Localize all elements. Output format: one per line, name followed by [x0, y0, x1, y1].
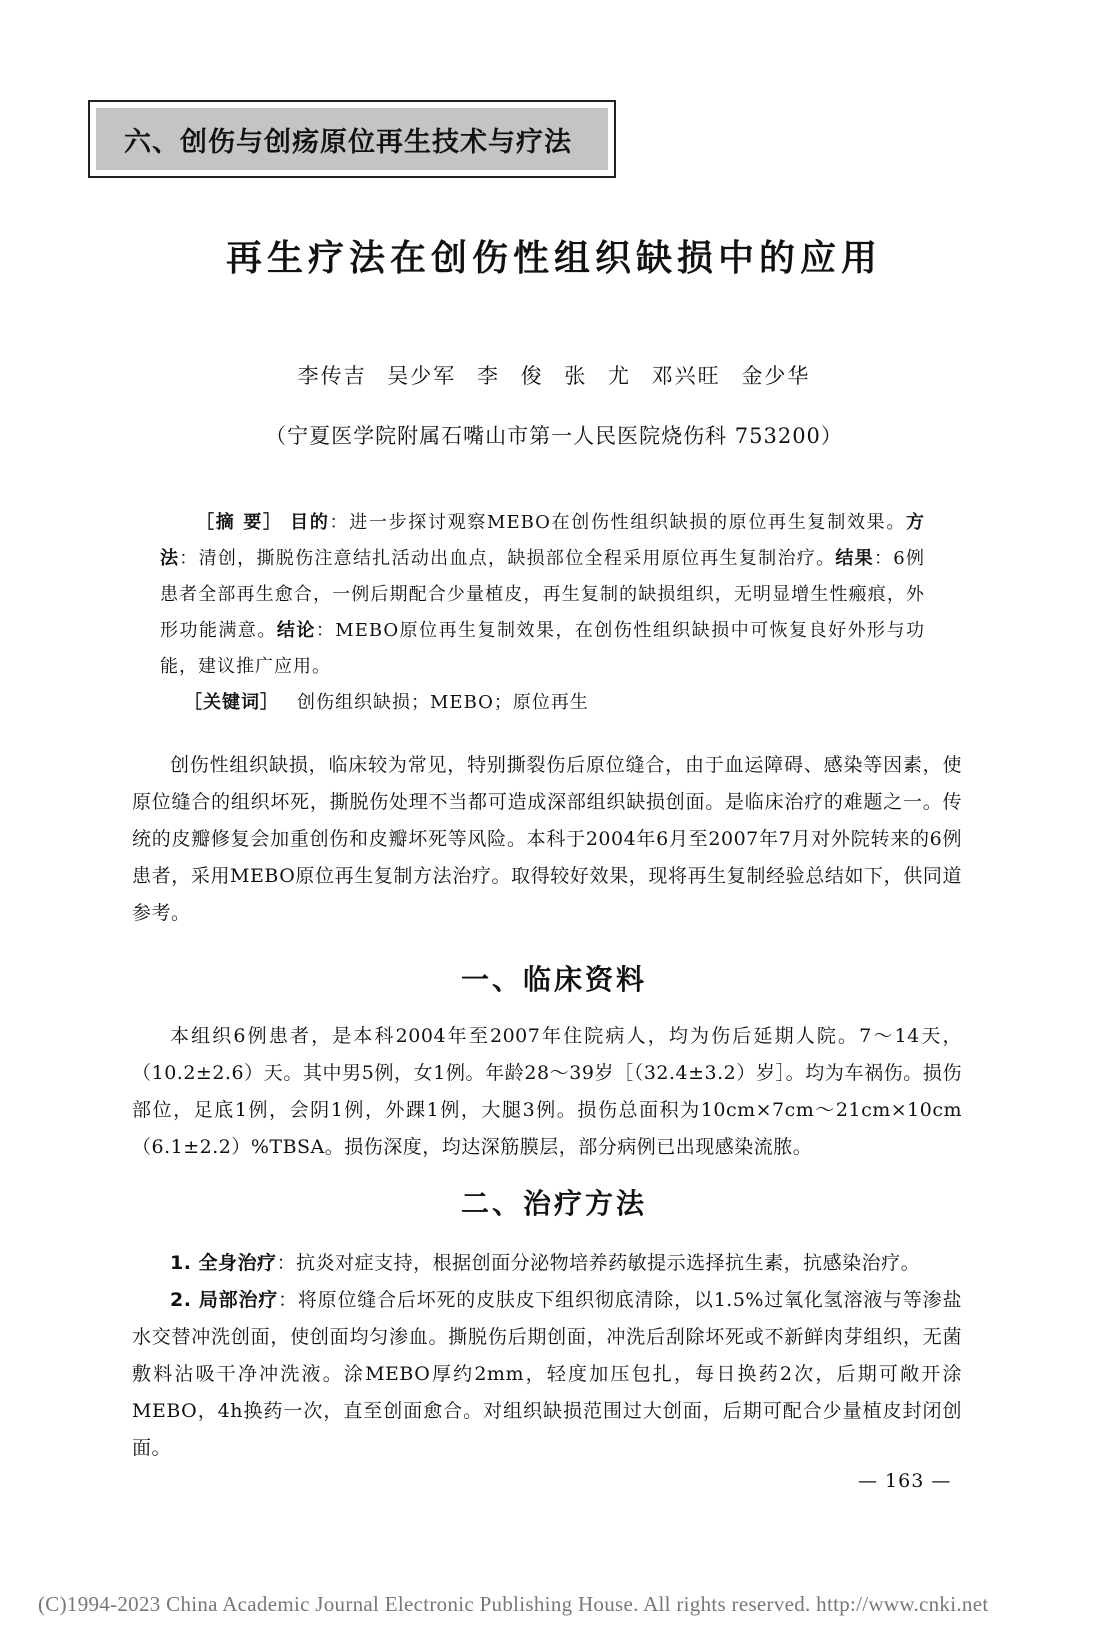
treatment-item-systemic-lead: 1. 全身治疗: [170, 1252, 277, 1274]
abstract: [160, 505, 925, 685]
keywords-text: 创伤组织缺损；MEBO；原位再生: [297, 692, 589, 713]
clinical-data-paragraph: 本组织6例患者，是本科2004年至2007年住院病人，均为伤后延期人院。7～14天，（10.2±2.6）天。其中男5例，女1例。年龄28～39岁［（32.4±3.2）岁］。均为车祸伤。损伤部位，足底1例，会阴1例，外踝1例，大腿3例。损伤总面积为10cm×7cm～21cm×10cm（6.1±2.2）%TBSA。损伤深度，均达深筋膜层，部分病例已出现感染流脓。: [132, 1025, 962, 1158]
abstract-results-label: 结果: [835, 548, 874, 569]
keywords-label: ［关键词］: [184, 692, 279, 713]
page-number: — 163 —: [858, 1470, 952, 1492]
abstract-methods: ：清创，撕脱伤注意结扎活动出血点，缺损部位全程采用原位再生复制治疗。: [179, 548, 836, 569]
section-banner-background: [96, 108, 608, 170]
section-heading-clinical-data: 一、临床资料: [460, 963, 647, 996]
treatment-item-systemic: [132, 1245, 962, 1282]
treatment-item-systemic-text: ：抗炎对症支持，根据创面分泌物培养药敏提示选择抗生素，抗感染治疗。: [276, 1252, 921, 1274]
treatment-item-local-text: ：将原位缝合后坏死的皮肤皮下组织彻底清除，以1.5%过氧化氢溶液与等渗盐水交替冲洗创面，使创面均匀渗血。撕脱伤后期创面，冲洗后刮除坏死或不新鲜肉芽组织，无菌敷料沾吸干净冲洗液。涂MEBO厚约2mm，轻度加压包扎，每日换药2次，后期可敞开涂MEBO，4h换药一次，直至创面愈合。对组织缺损范围过大创面，后期可配合少量植皮封闭创面。: [132, 1289, 962, 1459]
author-affiliation: （宁夏医学院附属石嘴山市第一人民医院烧伤科 753200）: [265, 424, 843, 448]
abstract-conclusion-label: 结论: [276, 620, 316, 641]
treatment-item-local: [132, 1282, 962, 1467]
section-banner: [88, 100, 616, 178]
section-banner-text: 六、创伤与创疡原位再生技术与疗法: [124, 126, 572, 158]
abstract-conclusion: ：MEBO原位再生复制效果，在创伤性组织缺损中可恢复良好外形与功能，建议推广应用。: [160, 620, 926, 677]
abstract-methods-label: 方法: [160, 512, 926, 569]
abstract-objective-label: 目的: [290, 512, 330, 533]
copyright-footer: (C)1994-2023 China Academic Journal Electronic Publishing House. All rights reserved. http://www.cnki.net: [38, 1592, 989, 1616]
keywords: [184, 688, 589, 714]
author-list: 李传吉 吴少军 李 俊 张 尤 邓兴旺 金少华: [297, 364, 811, 388]
treatment-item-local-lead: 2. 局部治疗: [170, 1289, 279, 1311]
abstract-label: ［摘 要］: [196, 512, 283, 533]
clinical-data-section: [132, 1018, 962, 1166]
abstract-paragraph: [160, 505, 925, 685]
article-title: 再生疗法在创伤性组织缺损中的应用: [225, 238, 882, 279]
introduction: [132, 747, 962, 932]
abstract-results: ：6例患者全部再生愈合，一例后期配合少量植皮，再生复制的缺损组织，无明显增生性瘢痕，外形功能满意。: [160, 548, 926, 641]
abstract-objective: ：进一步探讨观察MEBO在创伤性组织缺损的原位再生复制效果。: [329, 512, 907, 533]
treatment-section: [132, 1245, 962, 1467]
introduction-paragraph: 创伤性组织缺损，临床较为常见，特别撕裂伤后原位缝合，由于血运障碍、感染等因素，使原位缝合的组织坏死，撕脱伤处理不当都可造成深部组织缺损创面。是临床治疗的难题之一。传统的皮瓣修复会加重创伤和皮瓣坏死等风险。本科于2004年6月至2007年7月对外院转来的6例患者，采用MEBO原位再生复制方法治疗。取得较好效果，现将再生复制经验总结如下，供同道参考。: [132, 754, 962, 924]
section-heading-treatment: 二、治疗方法: [460, 1187, 647, 1220]
